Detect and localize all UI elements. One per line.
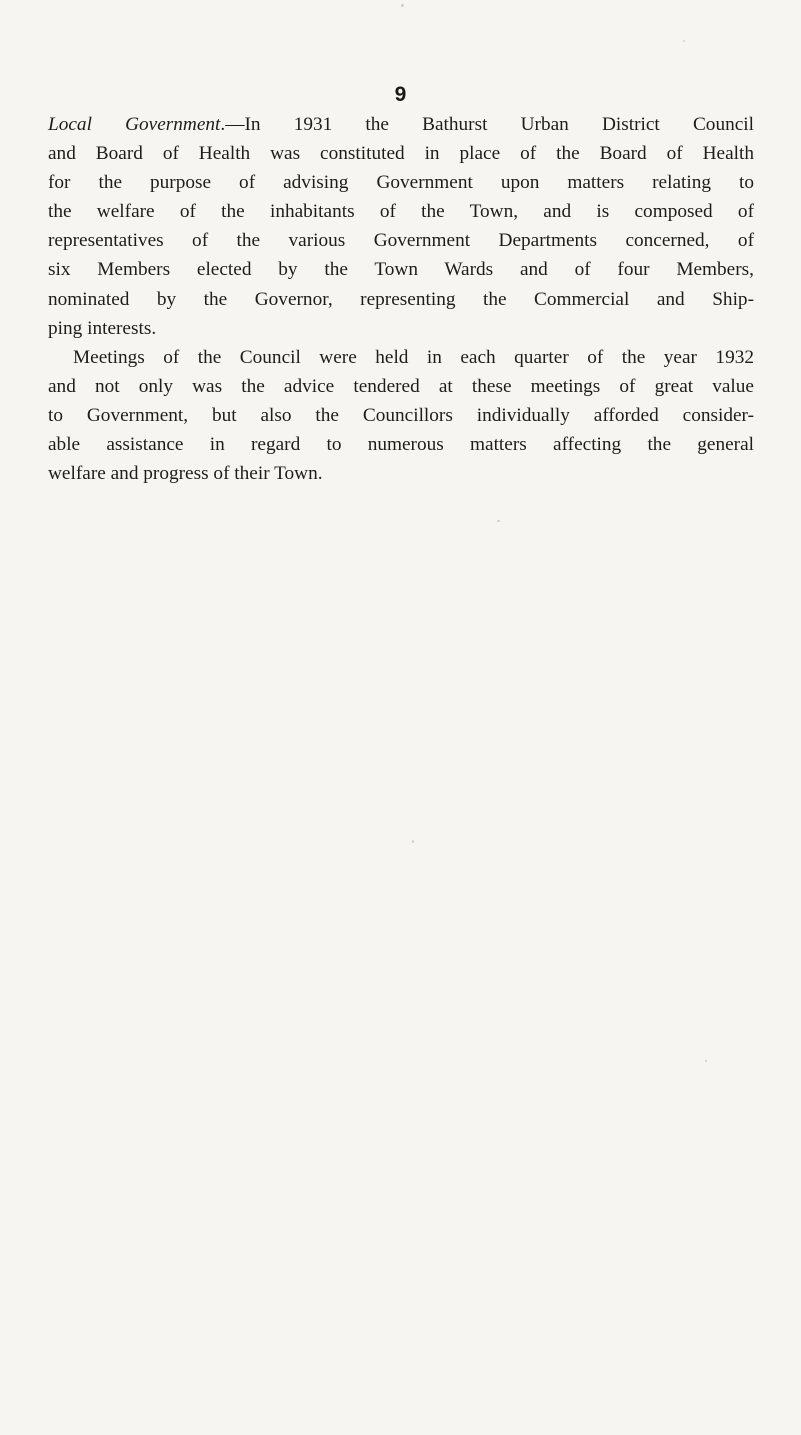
paragraph-local-government — [48, 110, 754, 343]
text-line — [48, 110, 754, 139]
text-line: to Government, but also the Councillors individually afforded consider- — [48, 404, 754, 426]
paper-speck — [412, 840, 414, 843]
page-number: 9 — [394, 83, 407, 106]
text-line: the welfare of the inhabitants of the Town, and is composed of — [48, 201, 754, 223]
text-line: able assistance in regard to numerous matters affecting the general — [48, 434, 754, 456]
body-text — [48, 110, 754, 488]
text-line: for the purpose of advising Government upon matters relating to — [48, 172, 754, 194]
section-heading: Local Government — [48, 114, 221, 135]
text-line: Meetings of the Council were held in each quarter of the year 1932 — [73, 346, 754, 368]
text-line: six Members elected by the Town Wards and of four Members, — [48, 259, 754, 281]
text-line: welfare and progress of their Town. — [48, 463, 323, 485]
text-line: representatives of the various Government Departments concerned, of — [48, 230, 754, 252]
text-line-rest: .—In 1931 the Bathurst Urban District Council — [220, 114, 754, 135]
text-line: and not only was the advice tendered at these meetings of great value — [48, 375, 754, 397]
paper-speck — [683, 40, 685, 42]
paper-speck — [705, 1060, 707, 1062]
text-line: ping interests. — [48, 317, 157, 339]
paragraph-council-meetings — [48, 343, 754, 488]
paper-speck — [497, 520, 500, 522]
text-line: and Board of Health was constituted in place of the Board of Health — [48, 143, 754, 165]
paper-speck — [401, 4, 404, 7]
text-line: nominated by the Governor, representing the Commercial and Ship- — [48, 288, 754, 310]
